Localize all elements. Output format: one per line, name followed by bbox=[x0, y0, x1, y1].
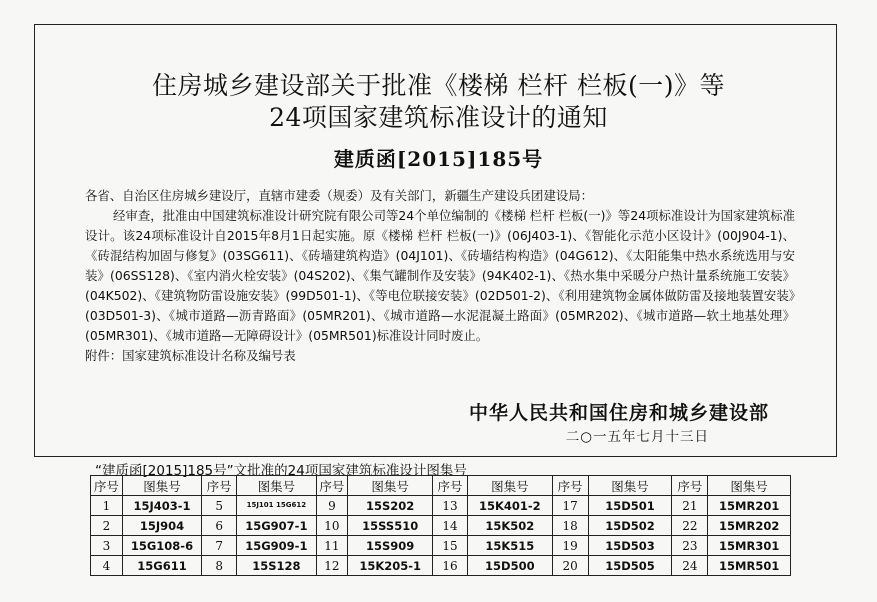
serial-number-cell: 9 bbox=[316, 496, 348, 516]
header-no: 序号 bbox=[552, 476, 588, 496]
notice-title-line-1: 住房城乡建设部关于批准《楼梯 栏杆 栏板(一)》等 bbox=[152, 71, 725, 100]
header-no: 序号 bbox=[433, 476, 468, 496]
atlas-code-cell: 15MR201 bbox=[708, 496, 791, 516]
header-no: 序号 bbox=[672, 476, 708, 496]
atlas-code-cell: 15K502 bbox=[467, 516, 552, 536]
atlas-code-cell: 15S202 bbox=[348, 496, 433, 516]
serial-number-cell: 1 bbox=[91, 496, 123, 516]
atlas-code-cell: 15J403-1 bbox=[122, 496, 201, 516]
main-paragraph: 经审查，批准由中国建筑标准设计研究院有限公司等24个单位编制的《楼梯 栏杆 栏板(一)》等24项标准设计为国家建筑标准设计。该24项标准设计自2015年8月1日起实施。原《楼梯 栏杆 栏板(一)》(06J403-1)、《智能化示范小区设计》(00J904-1)、《砖混结构加固与修复》(03SG611)、《砖墙建筑构造》(04J101)、《砖墙结构构造》(04G612)、《太阳能集中热水系统选用与安装》(06SS128)、《室内消火栓安装》(04S202)、《集气罐制作及安装》(94K402-1)、《热水集中采暖分户热计量系统施工安装》(04K502)、《建筑物防雷设施安装》(99D501-1)、《等电位联接安装》(02D501-2)、《利用建筑物金属体做防雷及接地装置安装》(03D501-3)、《城市道路—沥青路面》(05MR201)、《城市道路—水泥混凝土路面》(05MR202)、《城市道路—软土地基处理》(05MR301)、《城市道路—无障碍设计》(05MR501)标准设计同时废止。 bbox=[85, 208, 795, 343]
table-row bbox=[91, 496, 791, 516]
atlas-code-cell: 15J101 15G612 bbox=[237, 496, 316, 516]
serial-number-cell: 14 bbox=[433, 516, 468, 536]
serial-number-cell: 16 bbox=[433, 556, 468, 576]
atlas-code-cell: 15MR501 bbox=[708, 556, 791, 576]
serial-number-cell: 20 bbox=[552, 556, 588, 576]
table-caption: “建质函[2015]185号”文批准的24项国家建筑标准设计图集号 bbox=[95, 463, 467, 479]
salutation: 各省、自治区住房城乡建设厅，直辖市建委（规委）及有关部门，新疆生产建设兵团建设局： bbox=[85, 188, 594, 203]
serial-number-cell: 22 bbox=[672, 516, 708, 536]
serial-number-cell: 19 bbox=[552, 536, 588, 556]
header-code: 图集号 bbox=[588, 476, 672, 496]
serial-number-cell: 13 bbox=[433, 496, 468, 516]
issuing-authority: 中华人民共和国住房和城乡建设部 bbox=[468, 402, 769, 424]
atlas-code-cell: 15G907-1 bbox=[237, 516, 316, 536]
serial-number-cell: 17 bbox=[552, 496, 588, 516]
serial-number-cell: 4 bbox=[91, 556, 123, 576]
atlas-code-cell: 15SS510 bbox=[348, 516, 433, 536]
serial-number-cell: 18 bbox=[552, 516, 588, 536]
header-no: 序号 bbox=[91, 476, 123, 496]
atlas-code-cell: 15S128 bbox=[237, 556, 316, 576]
header-code: 图集号 bbox=[348, 476, 433, 496]
atlas-code-cell: 15G611 bbox=[122, 556, 201, 576]
header-code: 图集号 bbox=[237, 476, 316, 496]
atlas-code-cell: 15MR301 bbox=[708, 536, 791, 556]
header-code: 图集号 bbox=[467, 476, 552, 496]
notice-body bbox=[85, 186, 795, 366]
serial-number-cell: 5 bbox=[202, 496, 237, 516]
serial-number-cell: 24 bbox=[672, 556, 708, 576]
issue-date: 二○一五年七月十三日 bbox=[565, 429, 709, 445]
serial-number-cell: 8 bbox=[202, 556, 237, 576]
attachment-line: 附件：国家建筑标准设计名称及编号表 bbox=[85, 348, 296, 363]
table-row bbox=[91, 556, 791, 576]
notice-title-line-2: 24项国家建筑标准设计的通知 bbox=[269, 103, 608, 132]
atlas-code-cell: 15D501 bbox=[588, 496, 672, 516]
table-row bbox=[91, 536, 791, 556]
table-row bbox=[91, 516, 791, 536]
atlas-code-cell: 15J904 bbox=[122, 516, 201, 536]
document-number: 建质函[2015]185号 bbox=[333, 147, 544, 171]
serial-number-cell: 21 bbox=[672, 496, 708, 516]
atlas-code-cell: 15K515 bbox=[467, 536, 552, 556]
header-code: 图集号 bbox=[122, 476, 201, 496]
atlas-code-cell: 15D502 bbox=[588, 516, 672, 536]
atlas-code-cell: 15K401-2 bbox=[467, 496, 552, 516]
header-no: 序号 bbox=[316, 476, 348, 496]
atlas-code-cell: 15D505 bbox=[588, 556, 672, 576]
atlas-code-cell: 15S909 bbox=[348, 536, 433, 556]
serial-number-cell: 11 bbox=[316, 536, 348, 556]
table-header-row bbox=[91, 476, 791, 496]
header-code: 图集号 bbox=[708, 476, 791, 496]
header-no: 序号 bbox=[202, 476, 237, 496]
atlas-code-cell: 15G108-6 bbox=[122, 536, 201, 556]
atlas-code-cell: 15G909-1 bbox=[237, 536, 316, 556]
serial-number-cell: 23 bbox=[672, 536, 708, 556]
serial-number-cell: 3 bbox=[91, 536, 123, 556]
atlas-code-cell: 15D500 bbox=[467, 556, 552, 576]
atlas-number-table bbox=[90, 475, 791, 576]
serial-number-cell: 7 bbox=[202, 536, 237, 556]
serial-number-cell: 15 bbox=[433, 536, 468, 556]
atlas-code-cell: 15K205-1 bbox=[348, 556, 433, 576]
serial-number-cell: 6 bbox=[202, 516, 237, 536]
serial-number-cell: 12 bbox=[316, 556, 348, 576]
serial-number-cell: 10 bbox=[316, 516, 348, 536]
atlas-code-cell: 15D503 bbox=[588, 536, 672, 556]
atlas-code-cell: 15MR202 bbox=[708, 516, 791, 536]
serial-number-cell: 2 bbox=[91, 516, 123, 536]
